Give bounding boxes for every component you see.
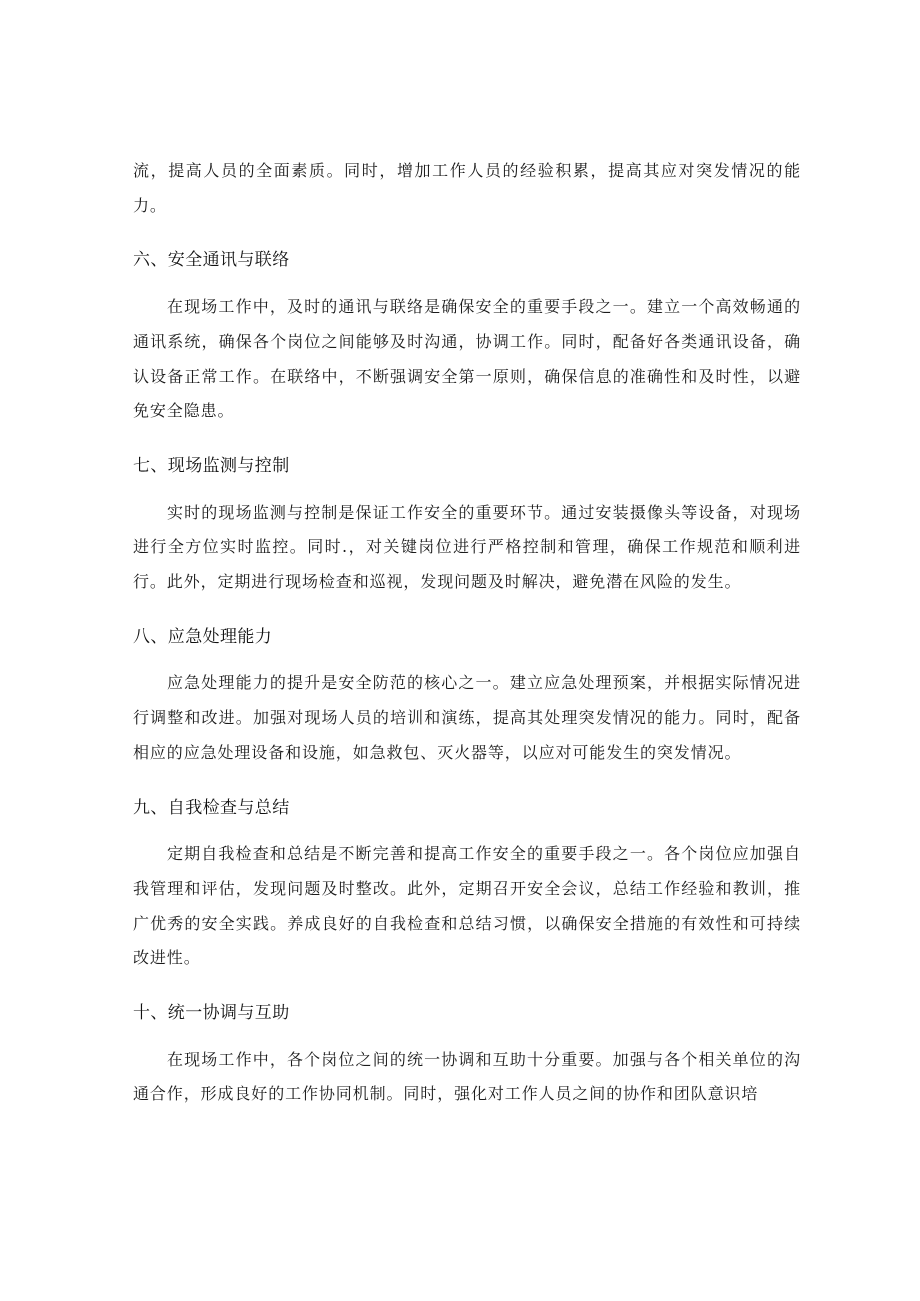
section-body-8: 应急处理能力的提升是安全防范的核心之一。建立应急处理预案，并根据实际情况进行调整和改进。加强对现场人员的培训和演练，提高其处理突发情况的能力。同时，配备相应的应急处理设备和设施，如急救包、灭火器等，以应对可能发生的突发情况。 xyxy=(133,673,801,762)
section-body-6: 在现场工作中，及时的通讯与联络是确保安全的重要手段之一。建立一个高效畅通的通讯系统，确保各个岗位之间能够及时沟通，协调工作。同时，配备好各类通讯设备，确认设备正常工作。在联络中，不断强调安全第一原则，确保信息的准确性和及时性，以避免安全隐患。 xyxy=(133,297,801,421)
section-heading-9: 九、自我检查与总结 xyxy=(133,797,290,818)
document-body xyxy=(133,154,801,1112)
section-body-9: 定期自我检查和总结是不断完善和提高工作安全的重要手段之一。各个岗位应加强自我管理和评估，发现问题及时整改。此外，定期召开安全会议，总结工作经验和教训，推广优秀的安全实践。养成良好的自我检查和总结习惯，以确保安全措施的有效性和可持续改进性。 xyxy=(133,844,801,968)
intro-paragraph: 流，提高人员的全面素质。同时，增加工作人员的经验积累，提高其应对突发情况的能力。 xyxy=(133,161,801,215)
section-heading-6: 六、安全通讯与联络 xyxy=(133,250,290,271)
section-body-7: 实时的现场监测与控制是保证工作安全的重要环节。通过安装摄像头等设备，对现场进行全方位实时监控。同时.，对关键岗位进行严格控制和管理，确保工作规范和顺利进行。此外，定期进行现场检查和巡视，发现问题及时解决，避免潜在风险的发生。 xyxy=(133,502,801,592)
section-heading-10: 十、统一协调与互助 xyxy=(133,1003,290,1024)
section-body-10: 在现场工作中，各个岗位之间的统一协调和互助十分重要。加强与各个相关单位的沟通合作，形成良好的工作协同机制。同时，强化对工作人员之间的协作和团队意识培 xyxy=(133,1049,801,1104)
section-heading-8: 八、应急处理能力 xyxy=(133,626,273,647)
section-heading-7: 七、现场监测与控制 xyxy=(133,455,290,476)
